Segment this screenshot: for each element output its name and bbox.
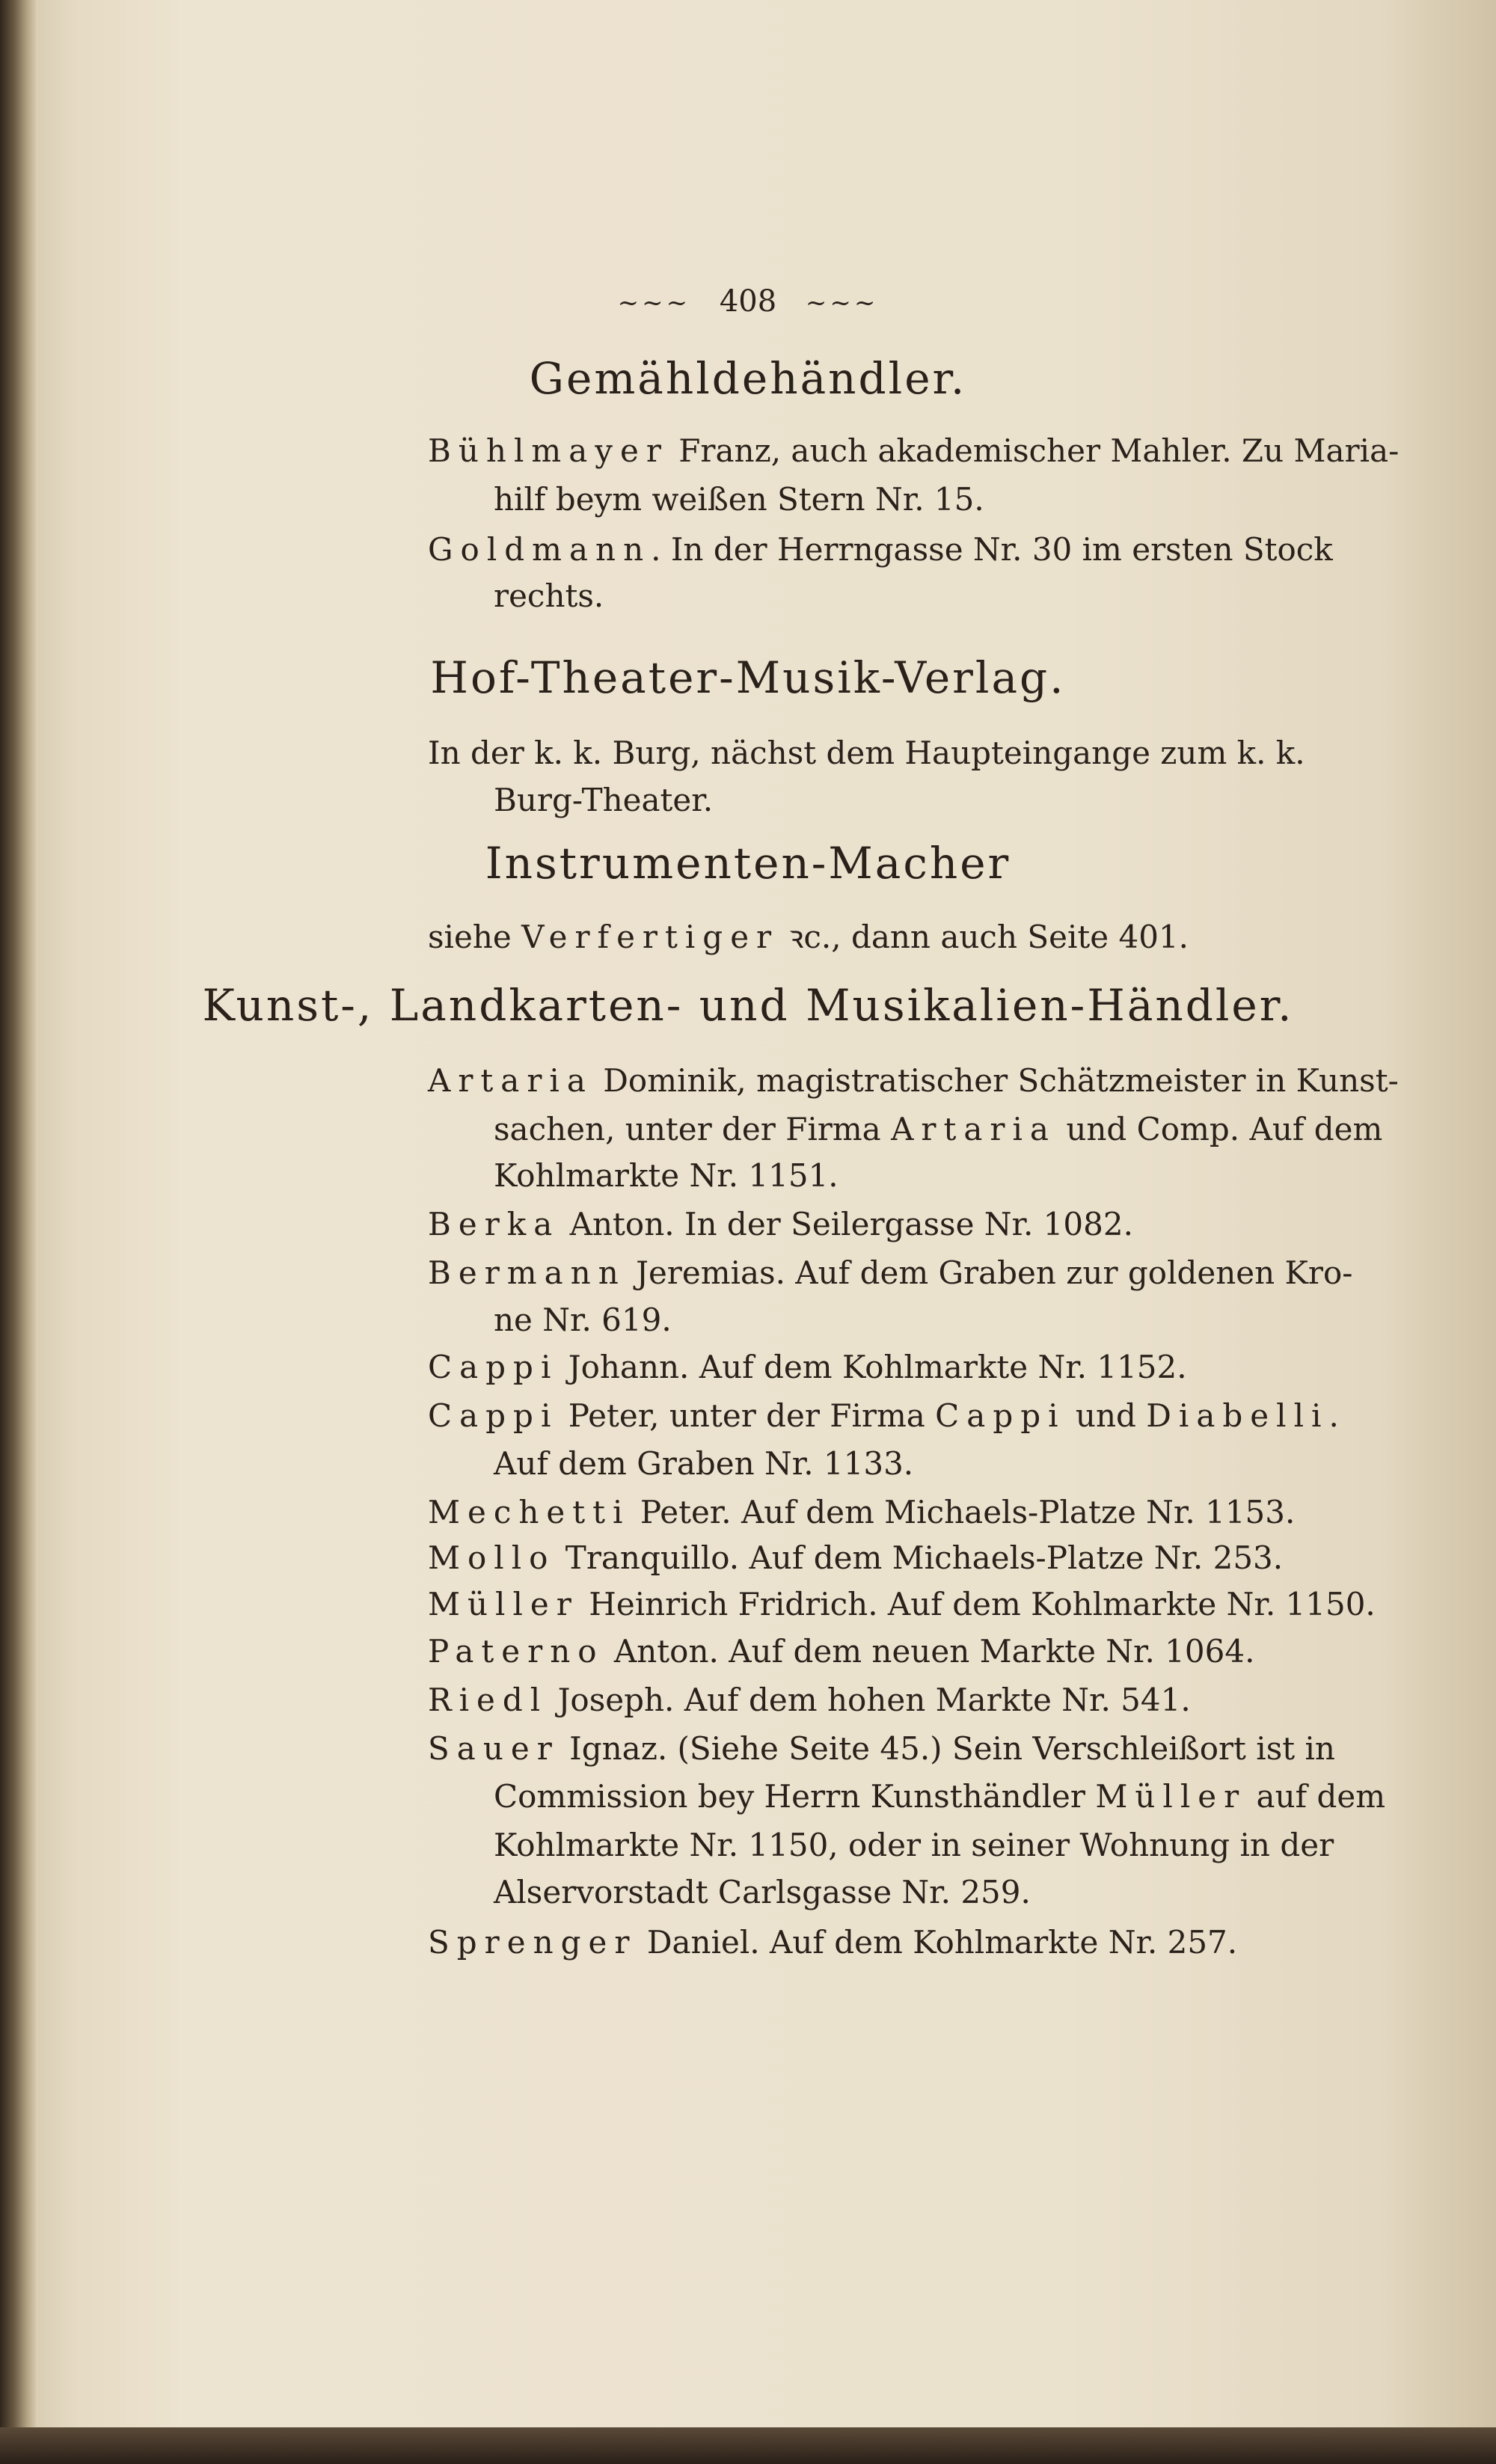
section-heading: Hof-Theater-Musik-Verlag. bbox=[430, 652, 1066, 703]
entry-name: Müller bbox=[1095, 1778, 1247, 1815]
section-heading: Gemähldehändler. bbox=[529, 353, 967, 404]
entry-name: Sauer bbox=[428, 1730, 560, 1767]
entry-line bbox=[428, 1349, 1187, 1385]
entry-text: Peter. Auf dem Michaels-Platze Nr. 1153. bbox=[630, 1494, 1296, 1530]
ornament-right-icon: ~~~ bbox=[805, 288, 879, 318]
section-heading: Kunst-, Landkarten- und Musikalien-Händler. bbox=[202, 980, 1294, 1031]
entry-text: Anton. Auf dem neuen Markte Nr. 1064. bbox=[604, 1633, 1255, 1670]
entry-text: sachen, unter der Firma bbox=[494, 1111, 892, 1147]
entry-name: Bühlmayer bbox=[428, 432, 669, 469]
entry-line bbox=[428, 1730, 1335, 1767]
entry-name: Verfertiger bbox=[521, 919, 779, 955]
entry-name: Cappi bbox=[428, 1397, 559, 1434]
entry-text: ꝛc., dann auch Seite 401. bbox=[779, 919, 1189, 955]
running-head bbox=[0, 284, 1496, 319]
entry-line bbox=[428, 1924, 1237, 1961]
entry-text: . bbox=[1328, 1397, 1339, 1434]
entry-text: Jeremias. Auf dem Graben zur goldenen Kro- bbox=[625, 1254, 1353, 1291]
entry-name: Goldmann bbox=[428, 531, 652, 568]
entry-name: Artaria bbox=[428, 1062, 593, 1099]
entry-text: Commission bey Herrn Kunsthändler bbox=[494, 1778, 1096, 1815]
entry-line: rechts. bbox=[494, 577, 604, 614]
entry-name: Diabelli bbox=[1146, 1397, 1329, 1434]
entry-name: Cappi bbox=[428, 1349, 559, 1385]
entry-line bbox=[428, 1633, 1254, 1670]
entry-line bbox=[428, 1682, 1191, 1718]
entry-text: Joseph. Auf dem hohen Markte Nr. 541. bbox=[548, 1682, 1191, 1718]
entry-name: Cappi bbox=[935, 1397, 1066, 1434]
entry-line bbox=[494, 1111, 1382, 1147]
entry-line: In der k. k. Burg, nächst dem Haupteingange zum k. k. bbox=[428, 735, 1305, 771]
entry-line bbox=[428, 915, 1189, 957]
entry-name: Mechetti bbox=[428, 1494, 631, 1530]
entry-text: Johann. Auf dem Kohlmarkte Nr. 1152. bbox=[558, 1349, 1187, 1385]
entry-name: Riedl bbox=[428, 1682, 548, 1718]
entry-line bbox=[428, 1397, 1339, 1434]
entry-name: Artaria bbox=[891, 1111, 1056, 1147]
entry-text: Heinrich Fridrich. Auf dem Kohlmarkte Nr. 1150. bbox=[578, 1586, 1376, 1622]
entry-text: siehe bbox=[428, 919, 522, 955]
entry-text: und Comp. Auf dem bbox=[1055, 1111, 1383, 1147]
entry-line bbox=[428, 1062, 1399, 1099]
entry-line bbox=[428, 1539, 1283, 1576]
entry-text: auf dem bbox=[1246, 1778, 1386, 1815]
entry-name: Müller bbox=[428, 1586, 579, 1622]
entry-text: Dominik, magistratischer Schätzmeister in Kunst- bbox=[592, 1062, 1399, 1099]
entry-line: Burg-Theater. bbox=[494, 782, 714, 818]
entry-line bbox=[494, 1778, 1385, 1815]
entry-name: Paterno bbox=[428, 1633, 604, 1670]
page-number: 408 bbox=[719, 284, 777, 319]
entry-text: und bbox=[1065, 1397, 1147, 1434]
entry-text: Daniel. Auf dem Kohlmarkte Nr. 257. bbox=[637, 1924, 1238, 1961]
entry-line: Alservorstadt Carlsgasse Nr. 259. bbox=[494, 1874, 1031, 1910]
entry-line bbox=[428, 1586, 1376, 1622]
entry-text: . In der Herrngasse Nr. 30 im ersten Stock bbox=[651, 531, 1333, 568]
book-bottom-edge bbox=[0, 2427, 1496, 2464]
entry-line bbox=[428, 1254, 1353, 1291]
entry-text: Tranquillo. Auf dem Michaels-Platze Nr. 253. bbox=[555, 1539, 1284, 1576]
ornament-left-icon: ~~~ bbox=[617, 288, 691, 318]
entry-line bbox=[428, 1494, 1295, 1530]
entry-name: Bermann bbox=[428, 1254, 626, 1291]
entry-name: Mollo bbox=[428, 1539, 556, 1576]
entry-line: Kohlmarkte Nr. 1151. bbox=[494, 1157, 839, 1194]
entry-line bbox=[428, 1206, 1133, 1242]
entry-name: Berka bbox=[428, 1206, 560, 1242]
entry-line: hilf beym weißen Stern Nr. 15. bbox=[494, 481, 984, 518]
section-heading: Instrumenten-Macher bbox=[485, 838, 1011, 889]
entry-line: ne Nr. 619. bbox=[494, 1302, 672, 1338]
entry-name: Sprenger bbox=[428, 1924, 637, 1961]
entry-line bbox=[428, 432, 1399, 469]
entry-text: Ignaz. (Siehe Seite 45.) Sein Verschleißort ist in bbox=[559, 1730, 1335, 1767]
entry-line bbox=[428, 531, 1333, 568]
entry-text: Franz, auch akademischer Mahler. Zu Maria- bbox=[668, 432, 1400, 469]
entry-line: Auf dem Graben Nr. 1133. bbox=[494, 1445, 914, 1482]
entry-line: Kohlmarkte Nr. 1150, oder in seiner Wohnung in der bbox=[494, 1827, 1334, 1863]
entry-text: Peter, unter der Firma bbox=[558, 1397, 936, 1434]
entry-text: Anton. In der Seilergasse Nr. 1082. bbox=[560, 1206, 1133, 1242]
